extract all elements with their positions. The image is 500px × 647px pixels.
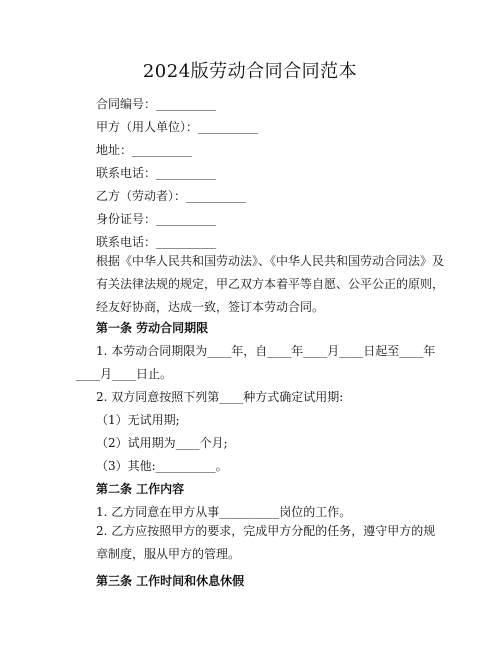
- preamble-paragraph: 根据《中华人民共和国劳动法》、《中华人民共和国劳动合同法》及有关法律法规的规定，甲乙双方本着平等自愿、公平公正的原则，经友好协商，达成一致，签订本劳动合同。: [96, 254, 445, 314]
- field-phone-a: [96, 165, 216, 181]
- field-blank: __________: [156, 212, 217, 226]
- document-title: 2024版劳动合同合同范本: [142, 61, 358, 82]
- field-label: 身份证号：: [96, 212, 157, 226]
- article-1-option-3: （3）其他:__________。: [96, 459, 228, 473]
- field-label: 联系电话：: [96, 166, 157, 180]
- field-phone-b: [96, 234, 216, 250]
- field-id-number: [96, 211, 216, 227]
- article-2-item-1: 1. 乙方同意在甲方从事__________岗位的工作。: [96, 505, 352, 519]
- field-party-a: [96, 119, 258, 135]
- field-address: [96, 142, 192, 158]
- field-blank: __________: [186, 189, 247, 203]
- field-label: 地址：: [96, 143, 133, 157]
- field-label: 乙方（劳动者）：: [96, 189, 187, 203]
- article-3-heading: 第三条 工作时间和休息休假: [96, 574, 245, 588]
- article-1-item-2: 2. 双方同意按照下列第____种方式确定试用期:: [96, 390, 344, 404]
- field-label: 联系电话：: [96, 235, 157, 249]
- field-blank: __________: [156, 166, 217, 180]
- field-label: 甲方（用人单位）：: [96, 120, 199, 134]
- field-blank: __________: [156, 235, 217, 249]
- field-blank: __________: [198, 120, 259, 134]
- article-2-heading: 第二条 工作内容: [96, 482, 185, 496]
- article-1-item-1-cont: ____月____日止。: [76, 367, 173, 381]
- field-contract-number: [96, 96, 216, 112]
- field-label: 合同编号：: [96, 97, 157, 111]
- article-2-item-2: 2. 乙方应按照甲方的要求，完成甲方分配的任务，遵守甲方的规章制度，服从甲方的管理。: [96, 524, 436, 561]
- field-blank: __________: [132, 143, 193, 157]
- article-1-option-1: （1）无试用期;: [96, 413, 180, 427]
- field-party-b: [96, 188, 246, 204]
- article-1-heading: 第一条 劳动合同期限: [96, 321, 209, 335]
- article-1-option-2: （2）试用期为____个月;: [96, 436, 228, 450]
- field-blank: __________: [156, 97, 217, 111]
- article-1-item-1: 1. 本劳动合同期限为____年，自____年____月____日起至____年: [96, 344, 436, 358]
